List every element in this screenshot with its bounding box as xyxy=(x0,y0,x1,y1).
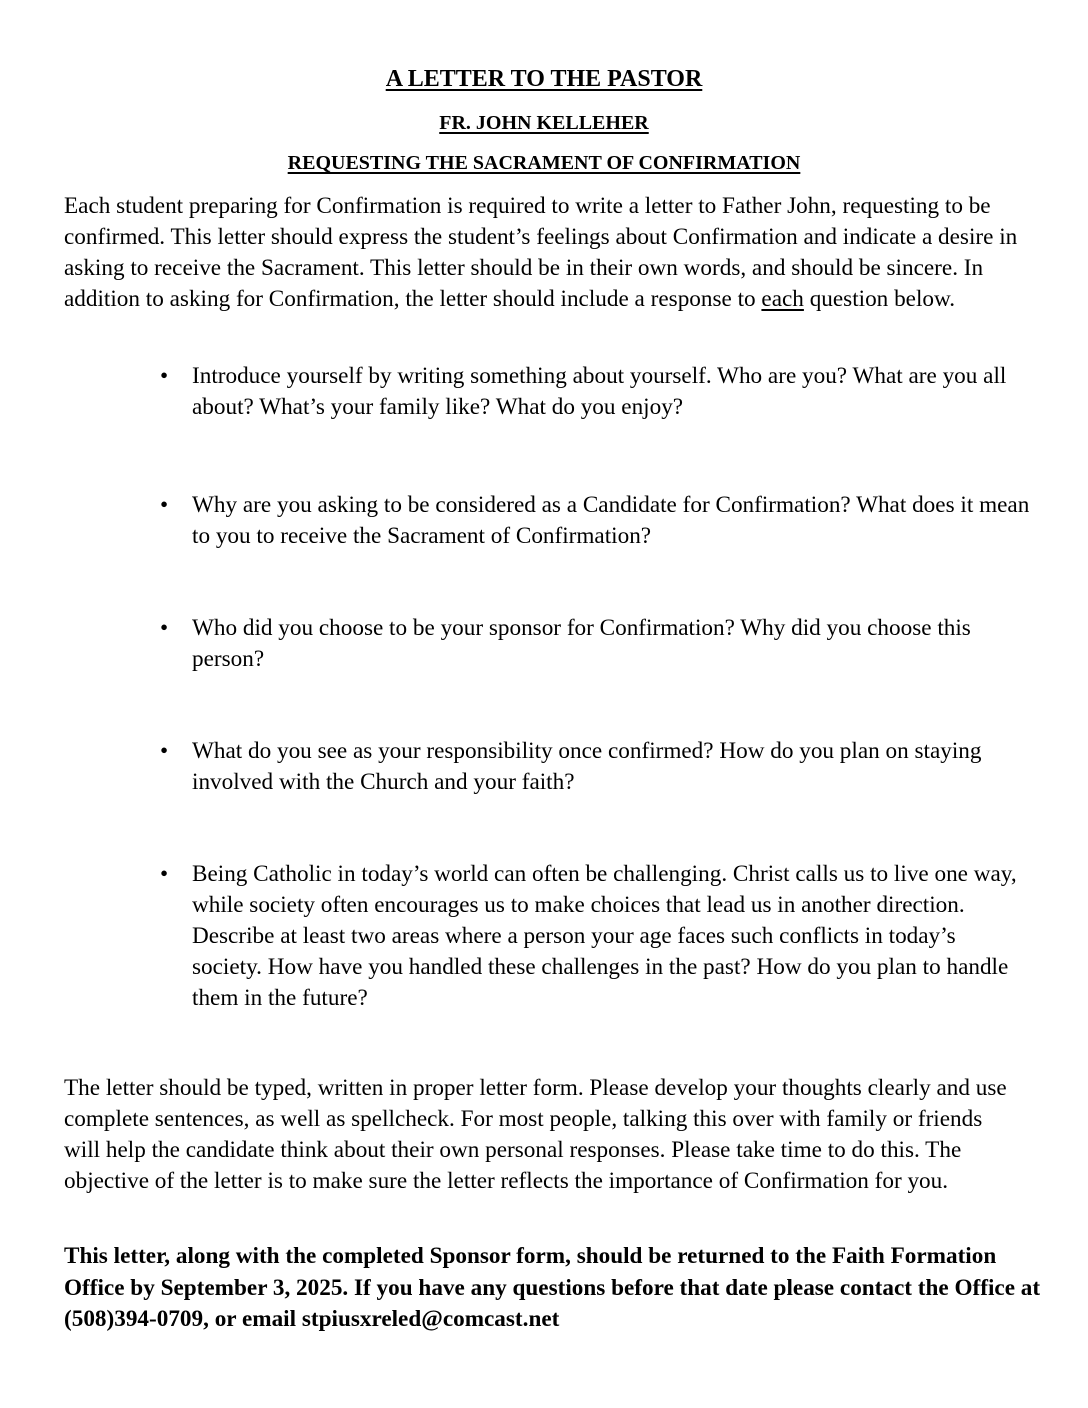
question-item xyxy=(160,859,1030,1014)
bullet-icon: • xyxy=(160,615,169,641)
sacrament-heading: REQUESTING THE SACRAMENT OF CONFIRMATION xyxy=(287,152,801,174)
question-item xyxy=(160,736,1030,798)
office-email: stpiusxreled@comcast.net xyxy=(301,1306,560,1332)
bullet-icon: • xyxy=(160,363,169,389)
question-text: Who did you choose to be your sponsor for Confirmation? Why did you choose this person? xyxy=(192,615,971,672)
bullet-icon: • xyxy=(160,738,169,764)
intro-paragraph xyxy=(64,191,1024,315)
deadline-notice xyxy=(64,1241,1054,1336)
question-text: Being Catholic in today’s world can often be challenging. Christ calls us to live one way, while society often encourages us to make choices that lead us in another direction. Describe at least two areas where a person your age faces such conflicts in today’s society. How have you handled these challenges in the past? How do you plan to handle them in the future? xyxy=(192,861,1017,1011)
question-text: What do you see as your responsibility once confirmed? How do you plan on staying involved with the Church and your faith? xyxy=(192,738,982,795)
question-item xyxy=(160,490,1030,552)
question-item xyxy=(160,361,1030,423)
document-title: A LETTER TO THE PASTOR xyxy=(385,66,703,92)
question-text: Why are you asking to be considered as a Candidate for Confirmation? What does it mean to you to receive the Sacrament of Confirmation? xyxy=(192,492,1030,549)
office-phone: (508)394-0709 xyxy=(64,1306,204,1332)
question-text: Introduce yourself by writing something about yourself. Who are you? What are you all about? What’s your family like? What do you enjoy? xyxy=(192,363,1007,420)
emphasized-word-each: each xyxy=(761,285,804,312)
bullet-icon: • xyxy=(160,861,169,887)
deadline-text: This letter, along with the completed Sponsor form, should be returned to the Faith Formation Office by September 3, 2025. If you have any questions before that date please contact the Office at xyxy=(64,1243,1041,1301)
intro-text-end: question below. xyxy=(803,285,956,312)
intro-text: Each student preparing for Confirmation is required to write a letter to Father John, requesting to be confirmed. This letter should express the student’s feelings about Confirmation and indicate a desire in asking to receive the Sacrament. This letter should be in their own words, and should be sincere. In addition to asking for Confirmation, the letter should include a response to xyxy=(64,193,1018,312)
instructions-paragraph: The letter should be typed, written in proper letter form. Please develop your thoughts clearly and use complete sentences, as well as spellcheck. For most people, talking this over with family or friends will help the candidate think about their own personal responses. Please take time to do this. The objective of the letter is to make sure the letter reflects the importance of Confirmation for you. xyxy=(64,1075,1007,1194)
bullet-icon: • xyxy=(160,492,169,518)
pastor-name-heading: FR. JOHN KELLEHER xyxy=(439,112,649,134)
deadline-text-join: , or email xyxy=(203,1306,302,1332)
question-item xyxy=(160,613,1030,675)
